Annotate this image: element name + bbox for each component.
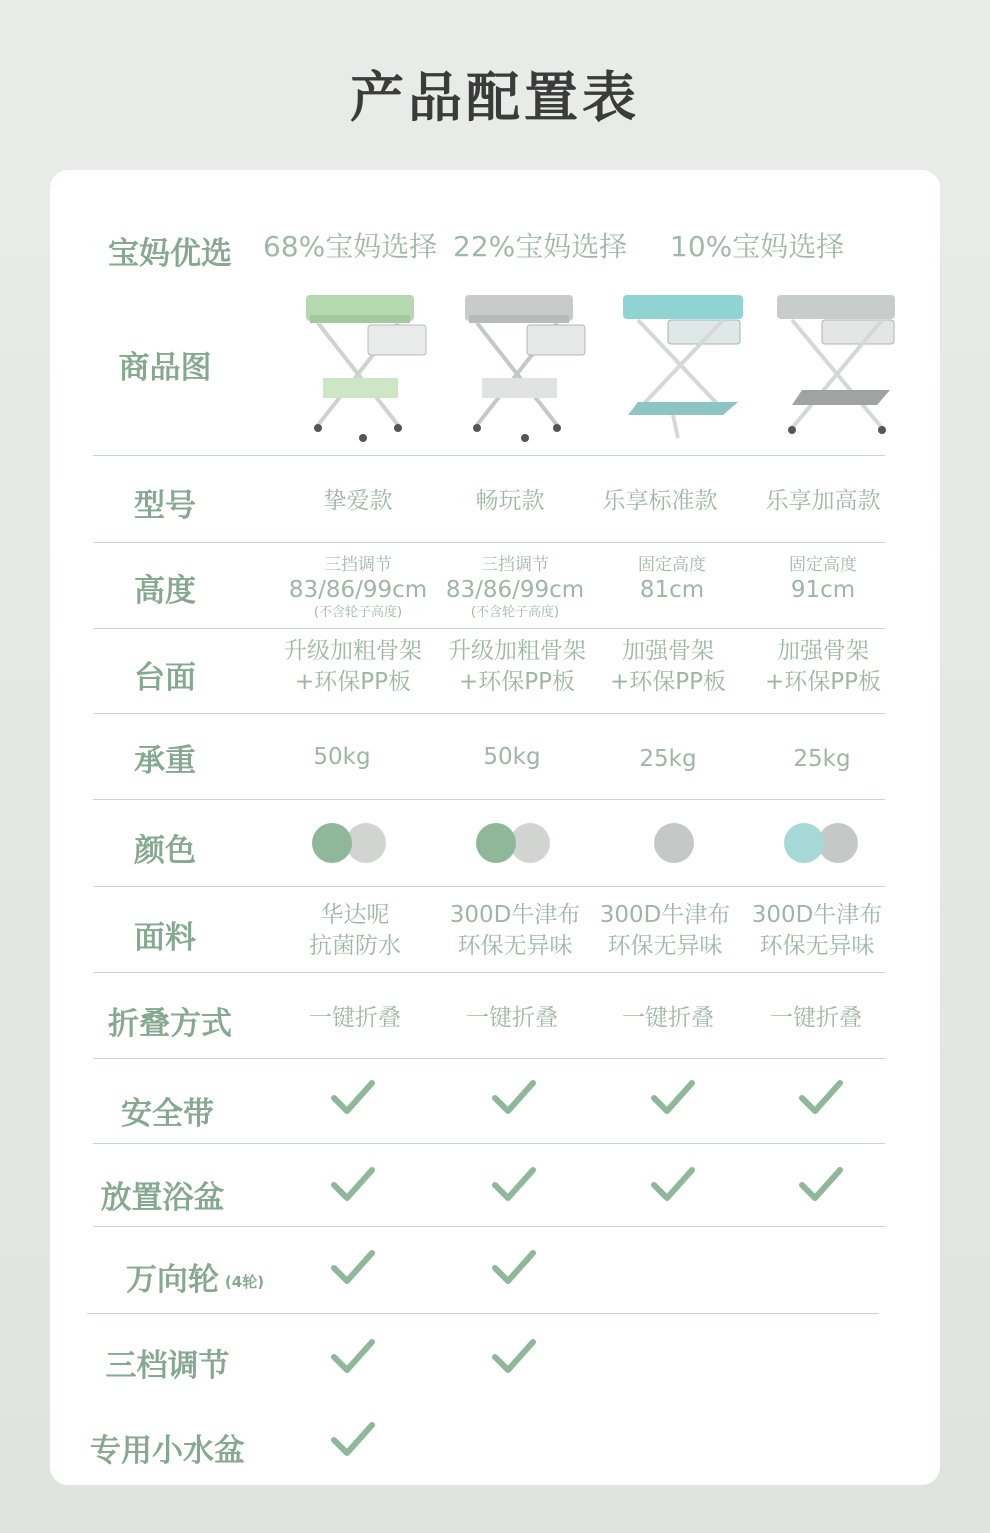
row-label-preference: 宝妈优选 xyxy=(108,236,232,272)
row-label-fabric: 面料 xyxy=(134,920,196,956)
surface-line: 升级加粗骨架 xyxy=(284,638,422,664)
color-swatch xyxy=(784,823,824,863)
divider xyxy=(93,713,885,714)
load-4: 25kg xyxy=(793,746,851,772)
surface-cell-3 xyxy=(588,636,748,698)
fabric-line: 华达呢 xyxy=(320,902,390,928)
config-table-card xyxy=(50,170,940,1485)
check-icon xyxy=(798,1078,844,1118)
row-label-height: 高度 xyxy=(134,573,196,609)
row-label-load: 承重 xyxy=(134,743,196,779)
surface-line: +环保PP板 xyxy=(764,669,881,696)
check-icon xyxy=(330,1420,376,1460)
divider xyxy=(93,1143,885,1144)
changing-table-image-green xyxy=(288,290,428,450)
changing-table-image-grey xyxy=(455,290,595,450)
surface-cell-4 xyxy=(743,636,903,698)
preference-3: 10%宝妈选择 xyxy=(670,230,845,263)
surface-line: 加强骨架 xyxy=(777,638,869,664)
height-adjust-text: 三挡调节 xyxy=(324,555,392,575)
feature-label: 万向轮 xyxy=(125,1262,219,1298)
row-label-fold: 折叠方式 xyxy=(108,1006,232,1042)
fold-4: 一键折叠 xyxy=(770,1005,862,1031)
fabric-line: 300D牛津布 xyxy=(449,902,581,928)
divider xyxy=(87,1313,879,1314)
height-value: 91cm xyxy=(790,577,856,604)
feature-note: (4轮) xyxy=(224,1273,265,1291)
check-icon xyxy=(330,1078,376,1118)
fabric-cell-1 xyxy=(275,900,435,962)
height-note: (不含轮子高度) xyxy=(313,605,403,621)
feature-label: 三档调节 xyxy=(105,1348,230,1384)
height-cell-4 xyxy=(743,555,903,606)
feature-label: 放置浴盆 xyxy=(100,1180,225,1216)
height-adjust-text: 固定高度 xyxy=(638,555,706,575)
height-cell-1 xyxy=(278,555,438,621)
fabric-cell-3 xyxy=(585,900,745,962)
height-value: 81cm xyxy=(639,577,705,604)
fold-1: 一键折叠 xyxy=(309,1005,401,1031)
model-1: 挚爱款 xyxy=(323,488,393,514)
fabric-cell-2 xyxy=(435,900,595,962)
row-label-bathtub xyxy=(95,1172,230,1217)
fabric-cell-4 xyxy=(737,900,897,962)
surface-line: 加强骨架 xyxy=(622,638,714,664)
surface-line: +环保PP板 xyxy=(609,669,726,696)
fabric-line: 抗菌防水 xyxy=(309,933,401,960)
feature-label: 专用小水盆 xyxy=(90,1433,245,1469)
row-label-surface: 台面 xyxy=(134,660,196,696)
row-label-water-basin xyxy=(80,1425,255,1470)
surface-line: +环保PP板 xyxy=(458,669,575,696)
fold-2: 一键折叠 xyxy=(466,1005,558,1031)
height-cell-3 xyxy=(592,555,752,606)
divider xyxy=(93,628,885,629)
preference-1: 68%宝妈选择 xyxy=(263,230,438,263)
divider xyxy=(93,455,885,456)
fabric-line: 环保无异味 xyxy=(457,933,573,960)
check-icon xyxy=(491,1165,537,1205)
row-label-wheels xyxy=(115,1254,275,1299)
fold-3: 一键折叠 xyxy=(622,1005,714,1031)
divider xyxy=(93,972,885,973)
color-swatch xyxy=(510,823,550,863)
divider xyxy=(93,799,885,800)
divider xyxy=(93,886,885,887)
row-label-image: 商品图 xyxy=(118,350,212,386)
height-value: 83/86/99cm xyxy=(288,577,428,604)
changing-table-image-teal xyxy=(618,290,758,450)
check-icon xyxy=(330,1337,376,1377)
surface-line: 升级加粗骨架 xyxy=(448,638,586,664)
row-label-color: 颜色 xyxy=(134,833,196,869)
color-swatch xyxy=(346,823,386,863)
check-icon xyxy=(491,1078,537,1118)
surface-line: +环保PP板 xyxy=(294,669,411,696)
load-3: 25kg xyxy=(639,746,697,772)
model-4: 乐享加高款 xyxy=(765,488,881,514)
color-swatch xyxy=(312,823,352,863)
preference-2: 22%宝妈选择 xyxy=(453,230,628,263)
height-adjust-text: 三挡调节 xyxy=(481,555,549,575)
load-2: 50kg xyxy=(483,744,541,770)
surface-cell-2 xyxy=(437,636,597,698)
height-value: 83/86/99cm xyxy=(445,577,585,604)
color-swatch xyxy=(476,823,516,863)
check-icon xyxy=(491,1248,537,1288)
check-icon xyxy=(650,1165,696,1205)
check-icon xyxy=(491,1337,537,1377)
model-2: 畅玩款 xyxy=(475,488,545,514)
page-title: 产品配置表 xyxy=(350,66,640,129)
row-label-safety-belt xyxy=(95,1088,240,1133)
check-icon xyxy=(330,1248,376,1288)
load-1: 50kg xyxy=(313,744,371,770)
divider xyxy=(93,1058,885,1059)
surface-cell-1 xyxy=(273,636,433,698)
fabric-line: 环保无异味 xyxy=(607,933,723,960)
fabric-line: 环保无异味 xyxy=(759,933,875,960)
check-icon xyxy=(798,1165,844,1205)
check-icon xyxy=(330,1165,376,1205)
divider xyxy=(93,542,885,543)
color-swatch xyxy=(654,823,694,863)
row-label-model: 型号 xyxy=(134,488,196,524)
changing-table-image-light-grey xyxy=(772,290,912,450)
row-label-height-adjust xyxy=(95,1340,240,1385)
height-note: (不含轮子高度) xyxy=(470,605,560,621)
fabric-line: 300D牛津布 xyxy=(599,902,731,928)
fabric-line: 300D牛津布 xyxy=(751,902,883,928)
color-swatch xyxy=(818,823,858,863)
feature-label: 安全带 xyxy=(121,1096,214,1132)
check-icon xyxy=(650,1078,696,1118)
height-adjust-text: 固定高度 xyxy=(789,555,857,575)
divider xyxy=(93,1226,885,1227)
height-cell-2 xyxy=(435,555,595,621)
model-3: 乐享标准款 xyxy=(602,488,718,514)
